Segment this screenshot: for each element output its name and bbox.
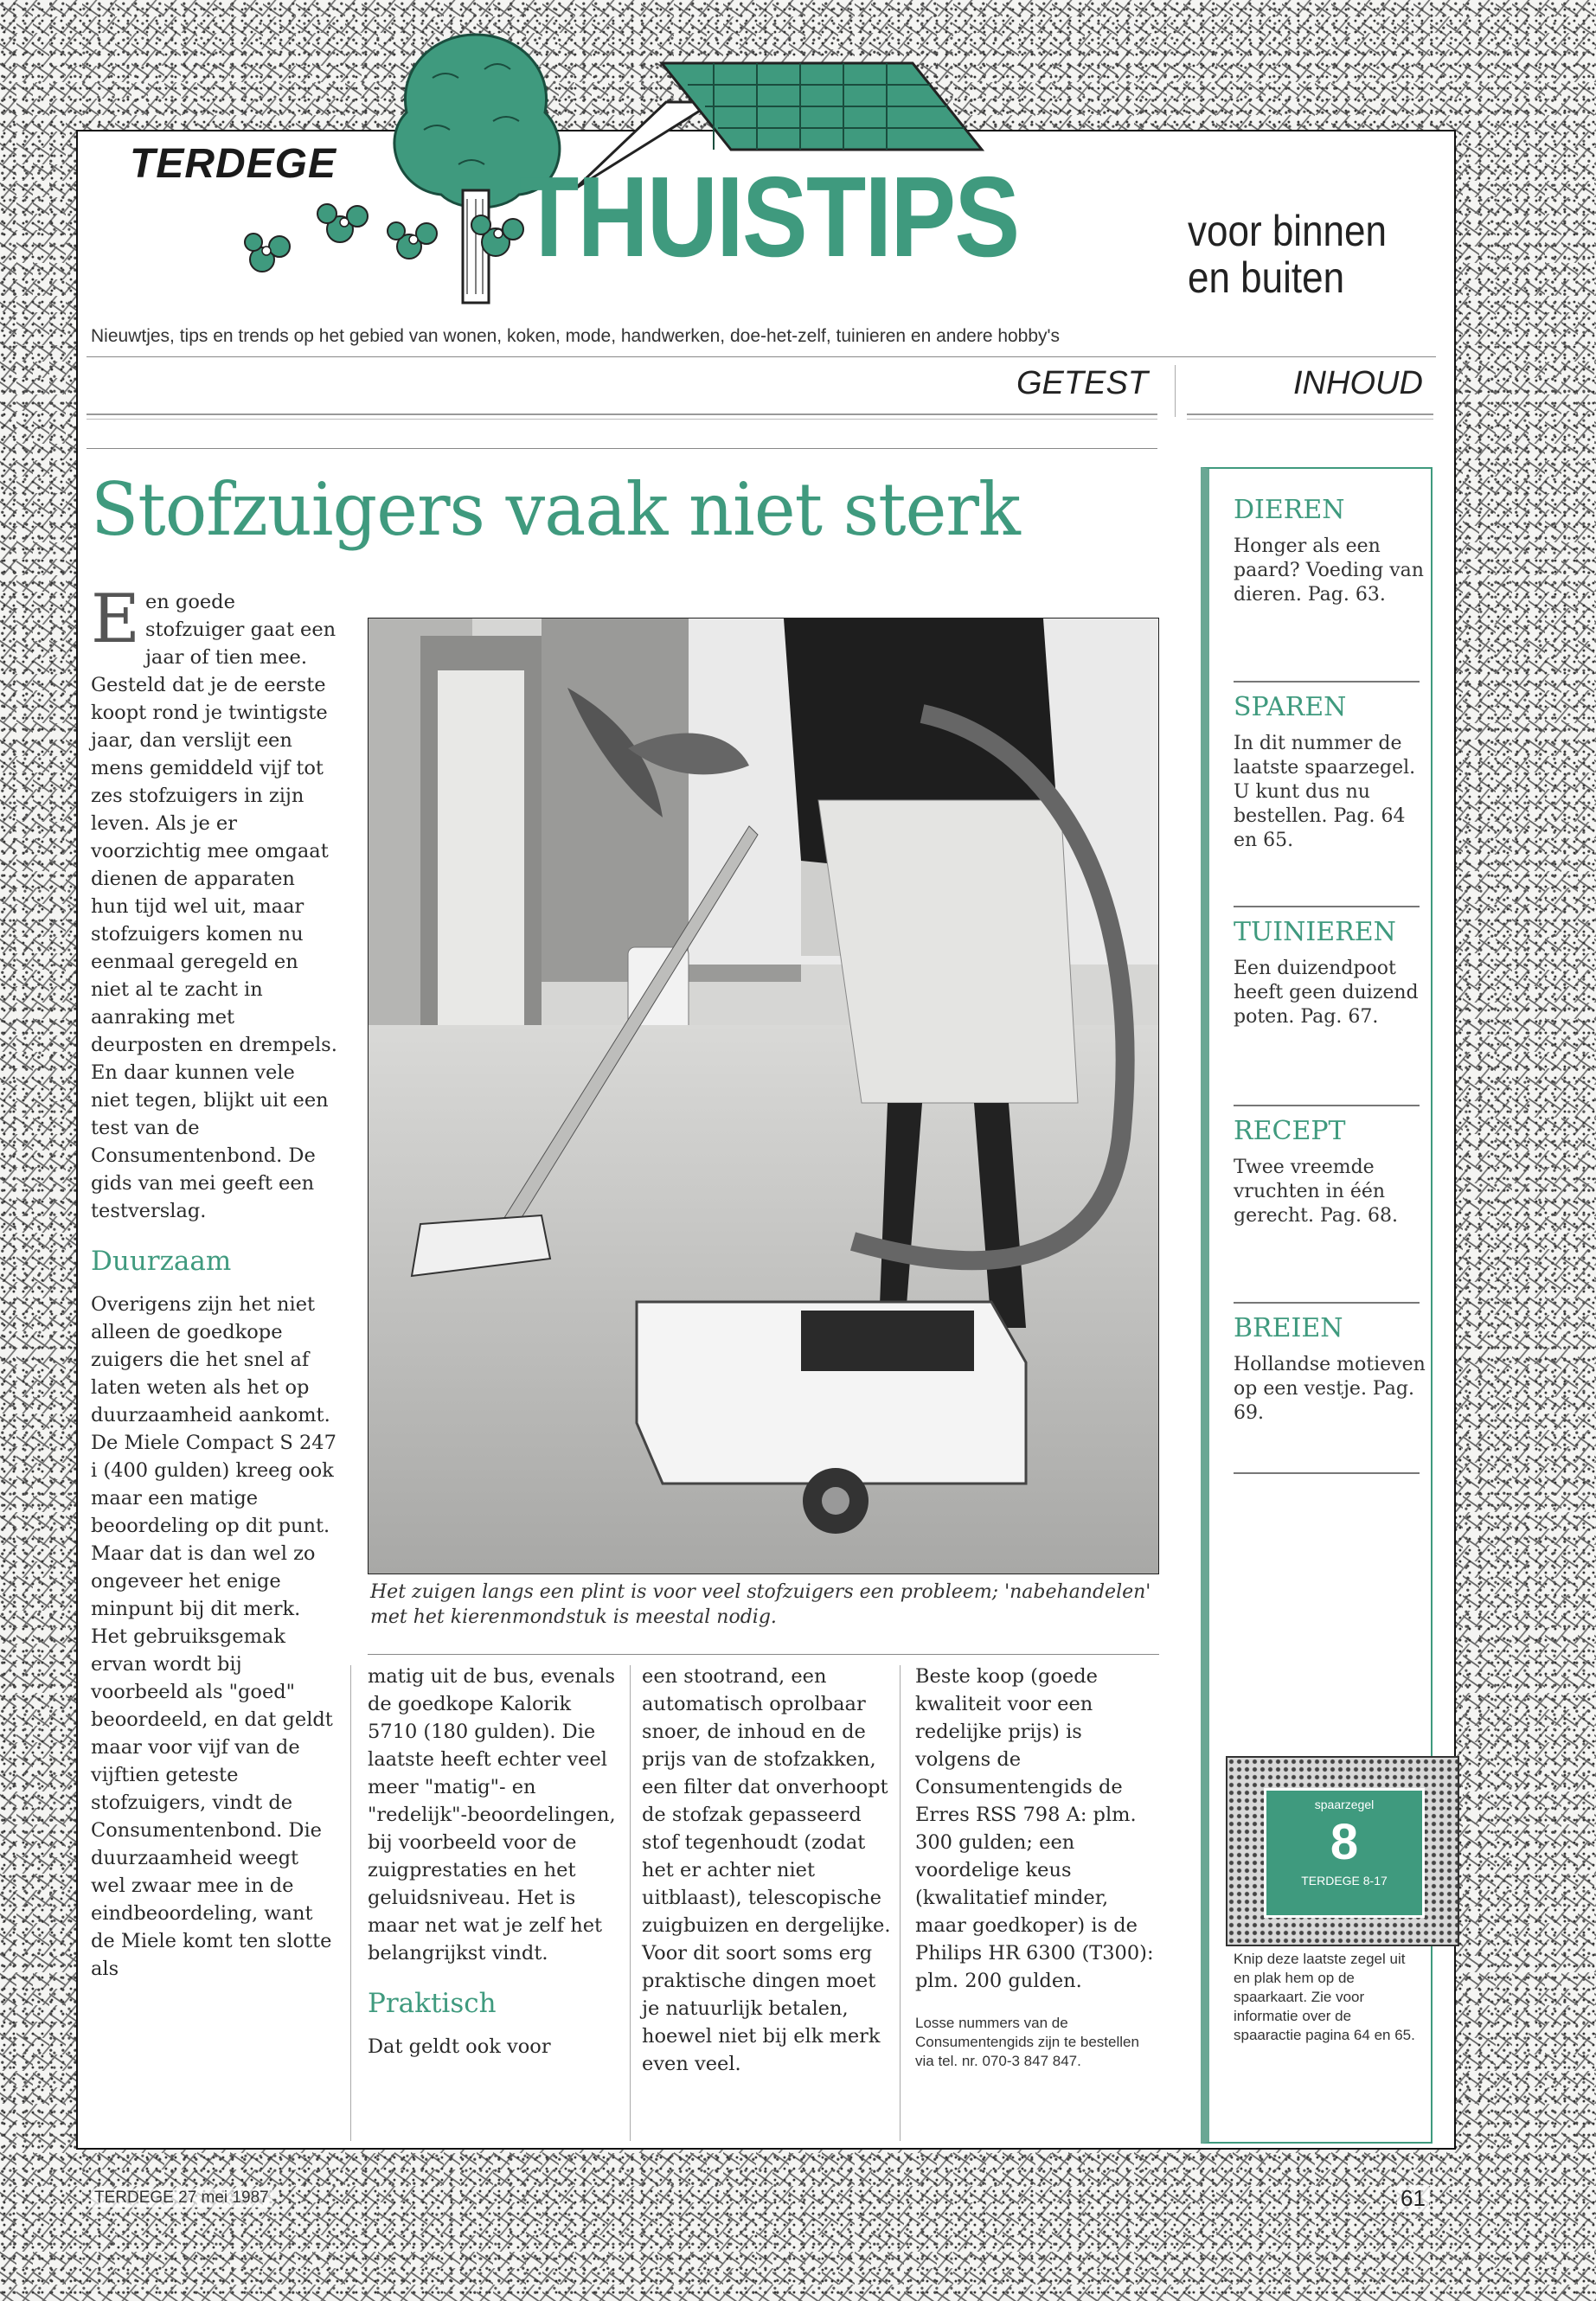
- section-rule-right: [1187, 413, 1433, 420]
- column-3-paragraph: een stootrand, een automatisch oprolbaar snoer, de inhoud en de prijs van de stofzakken, een filter dat onverhoopt de stofzak gepasseerd stof tegenhoudt (zodat het er achter niet uitblaast), telescopische zuigbuizen en dergelijke. Voor dit soort soms erg praktische dingen moet je natuurlijk betalen, hoewel niet bij elk merk even veel.: [642, 1665, 891, 2075]
- contents-item-recept: [1234, 1116, 1428, 1228]
- subhead-praktisch: Praktisch: [368, 1988, 497, 2019]
- column-divider-2: [630, 1665, 631, 2141]
- stamp-label: spaarzegel: [1314, 1798, 1375, 1811]
- stamp-note: Knip deze laatste zegel uit en plak hem op de spaarkaart. Zie voor informatie over de spaaractie pagina 64 en 65.: [1234, 1951, 1415, 2043]
- contents-item-tuinieren: [1234, 917, 1428, 1029]
- contents-item-sparen: [1234, 692, 1428, 853]
- contents-title: TUINIEREN: [1234, 917, 1396, 947]
- contents-divider: [1234, 1105, 1420, 1106]
- section-rule-left: [87, 413, 1157, 420]
- contents-text: Hollandse motieven op een vestje. Pag. 69.: [1234, 1354, 1426, 1424]
- article-headline: Stofzuigers vaak niet sterk: [91, 467, 1020, 552]
- savings-stamp: [1226, 1756, 1459, 1946]
- section-divider: [1175, 365, 1176, 417]
- vacuum-photo: [368, 618, 1159, 1574]
- column-2-end: Dat geldt ook voor: [368, 2035, 551, 2058]
- contents-divider: [1234, 681, 1420, 683]
- photo-caption: Het zuigen langs een plint is voor veel stofzuigers een probleem; 'nabehandelen' met het kierenmondstuk is meestal nodig.: [370, 1581, 1151, 1628]
- masthead-rule: [87, 356, 1436, 357]
- column-4-paragraph: Beste koop (goede kwaliteit voor een redelijke prijs) is volgens de Consumentengids de Erres RSS 798 A: plm. 300 gulden; een voordelige keus (kwalitatief minder, maar goedkoper) is de Philips HR 6300 (T300): plm. 200 gulden.: [915, 1665, 1154, 1992]
- drop-cap: E: [91, 580, 140, 658]
- caption-rule: [368, 1654, 1159, 1655]
- contents-title: RECEPT: [1234, 1116, 1346, 1146]
- contents-divider: [1234, 1472, 1420, 1474]
- brand-subtitle: [1188, 208, 1387, 301]
- contents-item-breien: [1234, 1313, 1428, 1426]
- contents-title: BREIEN: [1234, 1313, 1343, 1343]
- column-divider-1: [350, 1665, 351, 2141]
- brand-thuistips: THUISTIPS: [519, 153, 1019, 280]
- contents-item-dieren: [1234, 495, 1428, 607]
- section-label-getest: GETEST: [1016, 365, 1149, 401]
- article-column-4: [915, 1663, 1159, 2071]
- stamp-number: 8: [1330, 1814, 1359, 1870]
- contents-divider: [1234, 906, 1420, 907]
- column-2-paragraph: matig uit de bus, evenals de goedkope Kalorik 5710 (180 gulden). Die laatste heeft echter veel meer "matig"- en "redelijk"-beoordelingen, bij voorbeeld voor de zuigprestaties en het geluidsniveau. Het is maar net wat je zelf het belangrijkst vindt.: [368, 1665, 616, 1965]
- contents-title: DIEREN: [1234, 495, 1345, 525]
- subhead-duurzaam: Duurzaam: [91, 1246, 232, 1277]
- contents-text: Een duizendpoot heeft geen duizend poten. Pag. 67.: [1234, 958, 1419, 1028]
- consumentengids-note: Losse nummers van de Consumentengids zijn te bestellen via tel. nr. 070-3 847 847.: [915, 2015, 1139, 2069]
- contents-text: In dit nummer de laatste spaarzegel. U kunt dus nu bestellen. Pag. 64 en 65.: [1234, 733, 1416, 851]
- article-column-3: [642, 1663, 893, 2078]
- stamp-face: [1264, 1788, 1425, 1918]
- headline-rule: [87, 448, 1157, 449]
- column-divider-3: [900, 1665, 901, 2141]
- tagline: Nieuwtjes, tips en trends op het gebied van wonen, koken, mode, handwerken, doe-het-zelf, tuinieren en andere hobby's: [91, 326, 1061, 346]
- article-column-1: [91, 580, 337, 1983]
- contents-text: Twee vreemde vruchten in één gerecht. Pag. 68.: [1234, 1157, 1398, 1227]
- subtitle-line-1: voor binnen: [1188, 207, 1387, 255]
- duurzaam-paragraph: Overigens zijn het niet alleen de goedkope zuigers die het snel af laten weten als het op duurzaamheid aankomt. De Miele Compact S 247 i (400 gulden) kreeg ook maar een matige beoordeling op dit punt. Maar dat is dan wel zo ongeveer het enige minpunt bij dit merk. Het gebruiksgemak ervan wordt bij voorbeeld als "goed" beoordeeld, en dat geldt maar voor vijf van de vijftien geteste stofzuigers, vindt de Consumentenbond. Die duurzaamheid weegt wel zwaar mee in de eindbeoordeling, want de Miele komt ten slotte als: [91, 1293, 337, 1980]
- flowers-illustration: [240, 195, 526, 290]
- contents-text: Honger als een paard? Voeding van dieren. Pag. 63.: [1234, 535, 1424, 606]
- subtitle-line-2: en buiten: [1188, 253, 1345, 302]
- page-number: 61: [1397, 2185, 1429, 2212]
- article-column-2: [368, 1663, 619, 2061]
- footer-issue: TERDEGE 27 mei 1987: [91, 2189, 272, 2208]
- contents-title: SPAREN: [1234, 692, 1347, 722]
- contents-divider: [1234, 1302, 1420, 1304]
- intro-paragraph: Een goede stofzuiger gaat een jaar of tien mee. Gesteld dat je de eerste koopt rond je twintigste jaar, dan verslijt een mens gemiddeld vijf tot zes stofzuigers in zijn leven. Als je er voorzichtig mee omgaat dienen de apparaten hun tijd wel uit, maar stofzuigers komen nu eenmaal geregeld en niet al te zacht in aanraking met deurposten en drempels. En daar kunnen vele niet tegen, blijkt uit een test van de Consumentenbond. De gids van mei geeft een testverslag.: [91, 580, 337, 1222]
- brand-terdege: TERDEGE: [130, 141, 337, 187]
- section-label-inhoud: INHOUD: [1293, 365, 1423, 401]
- stamp-issue: TERDEGE 8-17: [1301, 1874, 1388, 1888]
